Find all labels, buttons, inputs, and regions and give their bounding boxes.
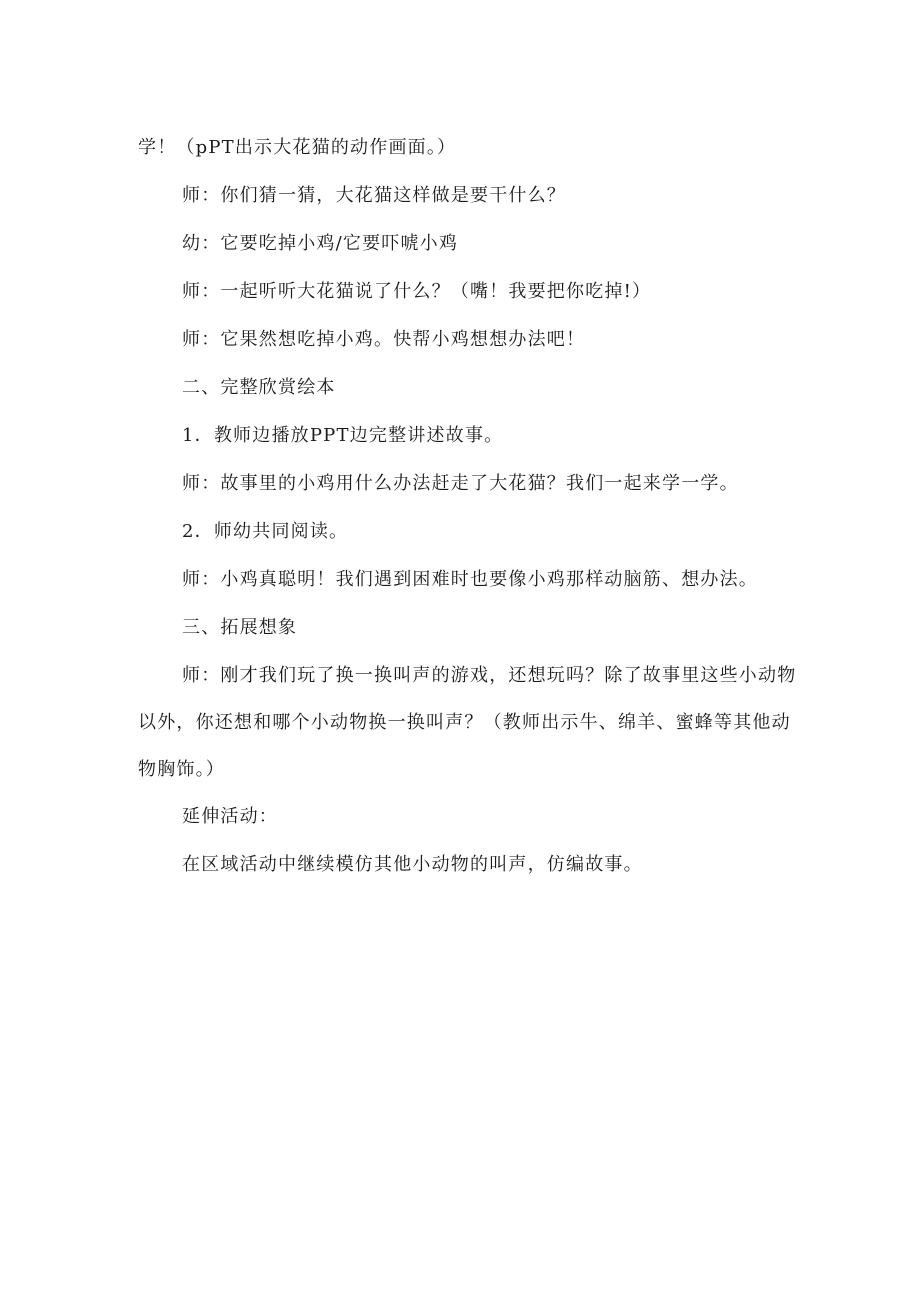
paragraph-teacher-question: 师：你们猜一猜，大花猫这样做是要干什么？	[182, 185, 566, 206]
section-heading-3: 三、拓展想象	[182, 617, 298, 638]
paragraph-teacher-story: 师：故事里的小鸡用什么办法赶走了大花猫？我们一起来学一学。	[182, 473, 739, 494]
paragraph-extension: 在区域活动中继续模仿其他小动物的叫声，仿编故事。	[182, 854, 643, 875]
paragraph-teacher-praise: 师：小鸡真聪明！我们遇到困难时也要像小鸡那样动脑筋、想办法。	[182, 569, 758, 590]
section-heading-2: 二、完整欣赏绘本	[182, 377, 336, 398]
extension-heading: 延伸活动：	[182, 806, 278, 827]
paragraph-teacher-listen: 师：一起听听大花猫说了什么？（嘴！我要把你吃掉!）	[182, 281, 652, 302]
paragraph-teacher-extend: 师：刚才我们玩了换一换叫声的游戏，还想玩吗？除了故事里这些小动物以外，你还想和哪个小动物换一换叫声？（教师出示牛、绵羊、蜜蜂等其他动物胸饰。）	[138, 665, 797, 780]
paragraph-teacher-help: 师：它果然想吃掉小鸡。快帮小鸡想想办法吧！	[182, 329, 586, 350]
list-item-2: 2．师幼共同阅读。	[182, 521, 349, 542]
paragraph-continuation: 学！（pPT出示大花猫的动作画面。）	[138, 137, 457, 158]
paragraph-child-answer: 幼：它要吃掉小鸡/它要吓唬小鸡	[182, 233, 459, 254]
list-item-1: 1．教师边播放PPT边完整讲述故事。	[182, 425, 504, 446]
document-body	[138, 124, 800, 889]
